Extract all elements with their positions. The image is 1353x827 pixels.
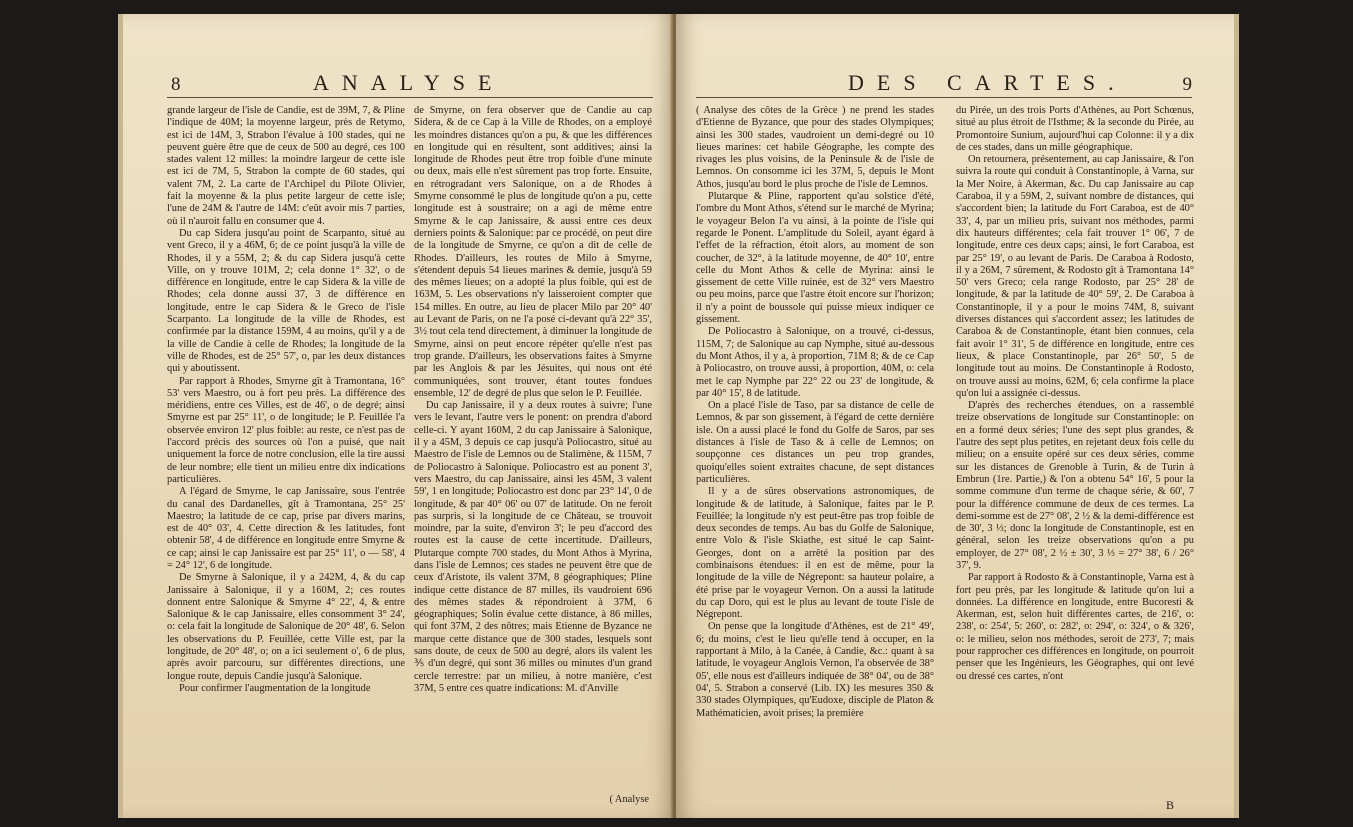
paragraph: ( Analyse des côtes de la Grèce ) ne prend les stades d'Etienne de Byzance, que pour des stades Olympiques; ainsi les 300 stades, vaudroient un demi-degré ou 10 lieues marines: cet habile Géographe, les compte des rivages les plus voisins, de la Peninsule & de l'isle de Lemnos. On consomme ici les 37M, 5, depuis le Mont Athos, jusqu'au bord le plus proche de l'isle de Lemnos.	[696, 105, 934, 190]
paragraph: On pense que la longitude d'Athènes, est de 21° 49', 6; du moins, c'est le lieu qu'elle tend à occuper, en la rapportant à Milo, à la Canée, à Candie, &c.: quant à sa latitude, le voyageur Anglois Vernon, l'a observée de 38° 05', elle nous est d'ailleurs indiquée de 38° 04', ou de 38° 04', 5. Strabon a conservé (Lib. IX) les mesures 350 & 330 stades Olympiques, qu'Eudoxe, disciple de Platon & Mathématicien, avoit prises; la première	[696, 621, 934, 719]
paragraph: Pour confirmer l'augmentation de la longitude	[179, 682, 371, 694]
left-head-title: ANALYSE	[313, 70, 505, 95]
paragraph: Par rapport à Rhodes, Smyrne gît à Tramontana, 16° 53' vers Maestro, ou à fort peu près. La différence des méridiens, entre ces Villes, est de 46', o de degré; ainsi Smyrne est par 25° 11', o de longitude; le P. Feuillée l'a observée environ 12' plus foible: au reste, ce n'est pas de l'accord précis des sources où l'on a puisé, que nait uniquement la force de notre conclusion, elle la tire aussi de leur nombre; elle tient un milieu entre dix indications particulières.	[167, 375, 405, 485]
paragraph: de Smyrne, on fera observer que de Candie au cap Sidera, & de ce Cap à la Ville de Rhodes, on a employé les moindres distances qu'on a pu, & que les différences en longitude qui en résultent, sont additives; ainsi la longitude de Rhodes peut être trop foible d'une minute ou deux, mais elle n'est sûrement pas trop forte. Ensuite, en rétrogradant vers Salonique, on a de Rhodes à Smyrne consommé le plus de longitude qu'on a pu, cette longitude est à soustraire; on a agi de même entre Smyrne & le cap Janissaire, & aussi entre ces deux derniers points & Salonique: par ce procédé, on peut dire de la longitude de Smyrne, ce qu'on a dit de celle de Rhodes. D'ailleurs, les routes de Milo à Smyrne, s'étendent depuis 54 lieues marines & demie, jusqu'à 59 des mêmes lieues; on a adopté la plus foible, qui est de 163M, 5. Les observations n'y laisseroient compter que 154 milles. En outre, au lieu de placer Milo par 20° 40' au Levant de Paris, on ne l'a posé ci-devant qu'à 22° 35', 3½ tout cela tend directement, à diminuer la longitude de Smyrne, ainsi on peut encore répéter qu'elle n'est pas trop grande. D'ailleurs, les observations faites à Smyrne par les Anglois & par les Jésuites, qui nous ont été communiquées, sont trouver, étant toutes fondues ensemble, 12' de degré de plus que selon le P. Feuillée.	[414, 105, 652, 399]
right-page	[676, 14, 1234, 818]
paragraph: Par rapport à Rodosto & à Constantinople, Varna est à fort peu près, par les longitude & latitude qu'on lui a données. La différence en longitude, entre Bucoresti & Akerman, est, selon huit différentes cartes, de 216', o: 238', o: 254', 5: 260', o: 282', o: 294', o: 324', o & 326', o: le milieu, selon nos méthodes, seroit de 273', 7; mais pour rapprocher ces différences en longitude, on pourroit penser que les Ingénieurs, les Géographes, qui ont levé ou dressé ces cartes, n'ont	[956, 572, 1194, 682]
paragraph: De Poliocastro à Salonique, on a trouvé, ci-dessus, 115M, 7; de Salonique au cap Nymphe, situé au-dessous du Mont Athos, il y a, à proportion, 71M 8; & de ce Cap à Poliocastro, on trouve aussi, à proportion, 40M, o: cela met le cap Nymphe par 22° 22 ou 23' de longitude, & par 40° 15', 8 de latitude.	[696, 326, 934, 399]
right-page-number: 9	[1182, 74, 1192, 95]
paragraph: A l'égard de Smyrne, le cap Janissaire, sous l'entrée du canal des Dardanelles, gît à Tramontana, 25° 25' Maestro; la latitude de ce cap, prise par divers marins, est de 40° 03', 4. Cette direction & les latitudes, font obtenir 58', 4 de différence en longitude entre Smyrne & ce cap; ainsi le cap Janissaire est par 25° 11', o — 58', 4 = 24° 12', 6 de longitude.	[167, 486, 405, 571]
right-column-1	[696, 105, 934, 795]
paragraph: Du cap Sidera jusqu'au point de Scarpanto, situé au vent Greco, il y a 46M, 6; de ce point jusqu'à la ville de Rhodes, il y a 55M, 2; & du cap Sidera jusqu'à cette Ville, on y trouve 101M, 2; cela donne 1° 32', o de différence en longitude, entre le cap Sidera & la ville de Rhodes; cela donne aussi 37, 3 de différence en longitude, entre le cap Sidera & le Greco de l'isle Scarpanto. La longitude de la ville de Rhodes, est confirmée par la distance 159M, 4 au moins, qu'il y a de la ville de Candie à celle de Rhodes; la longitude de la ville de Rhodes, est de 25° 57', o, par les deux distances qui y aboutissent.	[167, 227, 405, 375]
left-running-head	[123, 70, 673, 100]
right-running-head	[676, 70, 1234, 100]
paragraph: Plutarque & Pline, rapportent qu'au solstice d'été, l'ombre du Mont Athos, s'étend sur le marché de Myrina; le voyageur Belon l'a vu ainsi, à la pointe de l'isle qui regarde le Ponent. L'amplitude du Soleil, ayant égard à l'effet de la réfraction, étoit alors, au moment de son coucher, de 32°, à la latitude moyenne, de 40° 10', entre celle du Mont Athos & celle de Myrina: ainsi le gissement de cette Ville ruinée, est de 32° vers Maestro ou peu moins, parce que l'astre étoit encore sur l'horizon; il n'y a point de boussole qui puisse mieux indiquer ce gissement.	[696, 191, 934, 326]
signature-mark: B	[1165, 798, 1174, 812]
paragraph: Du cap Janissaire, il y a deux routes à suivre; l'une vers le levant, l'autre vers le ponent: on prendra d'abord celle-ci. Y ayant 160M, 2 du cap Janissaire à Salonique, il y a 45M, 3 depuis ce cap jusqu'à Poliocastro, situé au Maestro de l'isle de Lemnos ou de Stalimène, & 115M, 7 de Poliocastro à Salonique. Poliocastro est au ponent 3', vers Maestro, du cap Janissaire, ainsi les 45M, 3 valent 59', 1 en longitude; Poliocastro est donc par 23° 14', 0 de longitude, & par 40° 06' ou 07' de latitude. On ne feroit pas surpris, si la longitude de ce Château, se trouvoit moindre, par la suite, d'environ 3'; le peu d'accord des routes est la cause de cette incertitude. D'ailleurs, Plutarque compte 700 stades, du Mont Athos à Myrina, dans l'isle de Lemnos; ces stades ne peuvent être que de ceux d'Aristote, ils valent 37M, 8 géographiques; Pline indique cette distance de 87 milles, ils vaudroient 696 des mêmes stades & répondroient à 37M, 6 géographiques; Solin évalue cette distance, à 86 milles, qui font 37M, 2 des nôtres; mais Etienne de Byzance ne marque cette distance que de 300 stades, lesquels sont sans doute, de ceux de 500 au degré, alors ils valent les ⅗ d'un degré, qui sont 36 milles ou minutes d'un grand cercle terrestre: par un milieu, à notre manière, c'est 37M, 5 entre ces quatre indications: M. d'Anville	[414, 400, 652, 694]
paragraph: On retournera, présentement, au cap Janissaire, & l'on suivra la route qui conduit à Constantinople, à Varna, sur la Mer Noire, à Akerman, &c. Du cap Janissaire au cap Caraboa, il y a 59M, 2, suivant nombre de distances, qui s'accordent bien; la latitude du Fort Caraboa, est de 40° 33', 4, par un milieu pris, suivant nos méthodes, parmi dix hauteurs différentes; cela fait trouver 1° 06', 7 de longitude, entre ces deux caps; ainsi, le fort Caraboa, est par 25° 19', o au levant de Paris. De Caraboa à Rodosto, il y a 26M, 7 sûrement, & Rodosto gît à Tramontana 14° 50' vers Greco; cela range Rodosto, par 25° 28' de longitude, & par la latitude de 40° 59', 2. De Caraboa à Constantinople, il y a pour le moins 74M, 8, suivant diverses distances qui s'accordent assez; les latitudes de Caraboa & de Constantinople, étant bien connues, cela fait avoir 1° 31', 5 de différence en longitude, entre ces lieux, & place Constantinople, par 26° 50', 5 de longitude tout au moins. De Constantinople à Rodosto, on trouve aussi au moins, 62M, 6; cela confirme la place qu'on lui a assignée ci-dessus.	[956, 154, 1194, 399]
catchword: ( Analyse	[609, 794, 649, 805]
paragraph: D'après des recherches étendues, on a rassemblé treize observations de longitude sur Constantinople: on en a formé deux séries; l'une des sept plus grandes, & l'autre des sept plus petites, en rejetant deux fois celle du milieu; on a ensuite opéré sur ces deux séries, comme sur les distances de Grenoble à Turin, & de Turin à Embrun (1re. Partie,) & l'on a obtenu 54° 16', 5 pour la somme commune d'un terme de chaque série, & 60', 7 pour la différence commune de deux de ces termes. La demi-somme est de 27° 08', 2 ½ & la demi-différence est de 30', 3 ⅓; donc la longitude de Constantinople, est en général, selon les treize observations qu'on a pu employer, de 27° 08', 2 ½ ± 30', 3 ⅓ = 27° 38', 6 / 26° 37', 9.	[956, 400, 1194, 571]
right-page-edge	[1234, 14, 1239, 818]
paragraph: De Smyrne à Salonique, il y a 242M, 4, & du cap Janissaire à Salonique, il y a 160M, 2; ces routes donnent entre Salonique & Smyrne 4° 22', 4, & entre Salonique & le cap Janissaire, elles consomment 3° 24', o: cela fait la longitude de Salonique de 20° 48', 6. Selon les observations du P. Feuillée, cette Ville est, par la longitude, de 20° 48', o; on a ici seulement o', 6 de plus, après avoir parcouru, sur différentes directions, une longue route, depuis Candie jusqu'à Salonique.	[167, 572, 405, 682]
left-column-1	[167, 105, 405, 795]
left-page	[123, 14, 673, 818]
right-head-title: DES CARTES.	[848, 70, 1127, 95]
left-column-2	[414, 105, 652, 795]
paragraph: grande largeur de l'isle de Candie, est de 39M, 7, & Pline l'indique de 40M; la moyenne largeur, près de Retymo, est ici de 14M, 3, Strabon l'évalue à 100 stades, qui ne peuvent guère être que de ceux de 500 au degré, ces 100 stades valent 12 milles: la moindre largeur de cette isle est ici de 7M, 5, Strabon la compte de 60 stades, qui valent 7M, 2. La carte de l'Archipel du Pilote Olivier, fait la moyenne & la plus petite largeur de cette isle; l'une de 24M & l'autre de 14M: c'eût avoir mis 7 parties, où il n'auroit fallu en consumer que 4.	[167, 105, 405, 227]
left-head-rule	[167, 97, 653, 98]
paragraph: Il y a de sûres observations astronomiques, de longitude & de latitude, à Salonique, faites par le P. Feuillée; la longitude n'y est peut-être pas trop foible de deux secondes de temps. Au bas du Golfe de Salonique, entre Volo & l'isle Skiathe, est situé le cap Saint-Georges, dont on a arrêté la position par des combinaisons étendues: il en est de même, pour la longitude de la ville de Négrepont: sa hauteur polaire, a été prise par le voyageur Vernon. On a aussi la latitude du cap Doro, qui est le plus au levant de toute l'isle de Négrepont.	[696, 486, 934, 621]
right-column-2	[956, 105, 1194, 795]
left-page-number: 8	[171, 74, 181, 95]
paragraph: du Pirée, un des trois Ports d'Athènes, au Port Schœnus, situé au plus étroit de l'Isthme; & la seconde du Pirée, au Promontoire Sunium, aujourd'hui cap Colonne: il y a dix de ces stades, dans un mille géographique.	[956, 105, 1194, 153]
paragraph: On a placé l'isle de Taso, par sa distance de celle de Lemnos, & par son gissement, à l'égard de cette dernière isle. On a aussi placé le fond du Golfe de Saros, par ses distances à l'isle de Taso & à celle de Lemnos; on soupçonne ces distances un peu trop grandes, quoiqu'elles soient extraites chacune, de sept distances particulières.	[696, 400, 934, 485]
right-head-rule	[696, 97, 1192, 98]
